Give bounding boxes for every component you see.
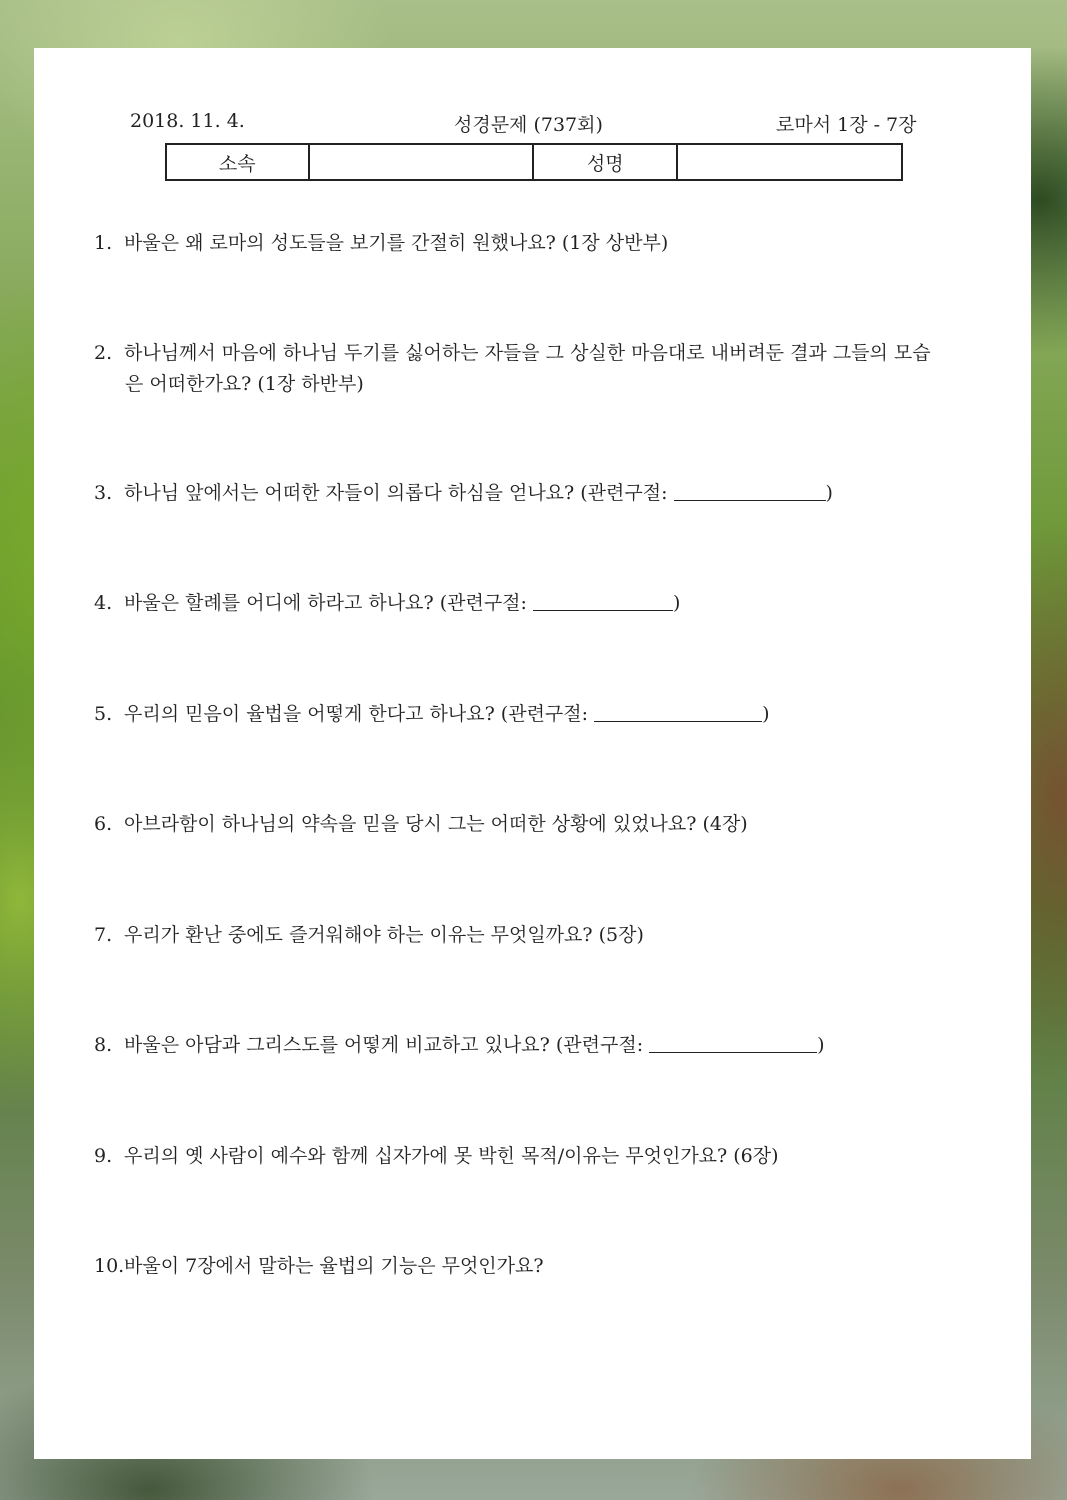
question-text: 바울은 왜 로마의 성도들을 보기를 간절히 원했나요? (1장 상반부) — [124, 232, 669, 254]
question-text: 아브라함이 하나님의 약속을 믿을 당시 그는 어떠한 상황에 있었나요? (4장) — [124, 813, 748, 835]
verse-blank[interactable] — [674, 482, 826, 501]
worksheet-page — [34, 48, 1031, 1459]
info-table — [165, 143, 903, 181]
question-suffix: ) — [825, 482, 833, 504]
question-number: 9. — [94, 1145, 113, 1167]
question-text: 바울은 할례를 어디에 하라고 하나요? (관련구절: — [124, 592, 533, 614]
question-number: 2. — [94, 342, 113, 364]
question-number: 3. — [94, 482, 113, 504]
question-suffix: ) — [672, 592, 681, 614]
question-text: 우리의 믿음이 율법을 어떻게 한다고 하나요? (관련구절: — [124, 703, 595, 725]
question-5 — [94, 699, 974, 730]
question-3 — [94, 478, 974, 509]
question-text-continued: 은 어떠한가요? (1장 하반부) — [125, 373, 364, 395]
question-8 — [94, 1030, 974, 1061]
question-number: 8. — [94, 1034, 113, 1056]
question-text: 바울이 7장에서 말하는 율법의 기능은 무엇인가요? — [124, 1255, 544, 1277]
question-text: 하나님께서 마음에 하나님 두기를 싫어하는 자들을 그 상실한 마음대로 내버려둔 결과 그들의 모습 — [124, 342, 931, 364]
question-number: 5. — [94, 703, 113, 725]
question-7 — [94, 920, 974, 951]
question-1 — [94, 228, 974, 259]
question-text: 하나님 앞에서는 어떠한 자들이 의롭다 하심을 얻나요? (관련구절: — [124, 482, 674, 504]
question-text: 바울은 아담과 그리스도를 어떻게 비교하고 있나요? (관련구절: — [124, 1034, 650, 1056]
affiliation-label: 소속 — [166, 144, 309, 180]
question-number: 6. — [94, 813, 113, 835]
question-number: 1. — [94, 232, 113, 254]
question-6 — [94, 809, 974, 840]
header-title: 성경문제 (737회) — [454, 114, 603, 136]
question-number: 10. — [94, 1255, 125, 1277]
header-range: 로마서 1장 - 7장 — [776, 114, 917, 136]
question-number: 7. — [94, 924, 113, 946]
question-suffix: ) — [817, 1034, 825, 1056]
question-4 — [94, 588, 974, 619]
affiliation-field[interactable] — [309, 144, 534, 180]
verse-blank[interactable] — [649, 1034, 817, 1053]
verse-blank[interactable] — [533, 592, 673, 611]
question-number: 4. — [94, 592, 113, 614]
name-field[interactable] — [677, 144, 902, 180]
question-2 — [94, 338, 974, 400]
question-text: 우리의 옛 사람이 예수와 함께 십자가에 못 박힌 목적/이유는 무엇인가요? (6장) — [124, 1145, 779, 1167]
header-date: 2018. 11. 4. — [130, 110, 245, 132]
question-text: 우리가 환난 중에도 즐거워해야 하는 이유는 무엇일까요? (5장) — [124, 924, 644, 946]
verse-blank[interactable] — [594, 703, 762, 722]
question-suffix: ) — [762, 703, 770, 725]
header — [34, 110, 1031, 138]
question-10 — [94, 1251, 974, 1282]
name-label: 성명 — [533, 144, 677, 180]
question-9 — [94, 1141, 974, 1172]
